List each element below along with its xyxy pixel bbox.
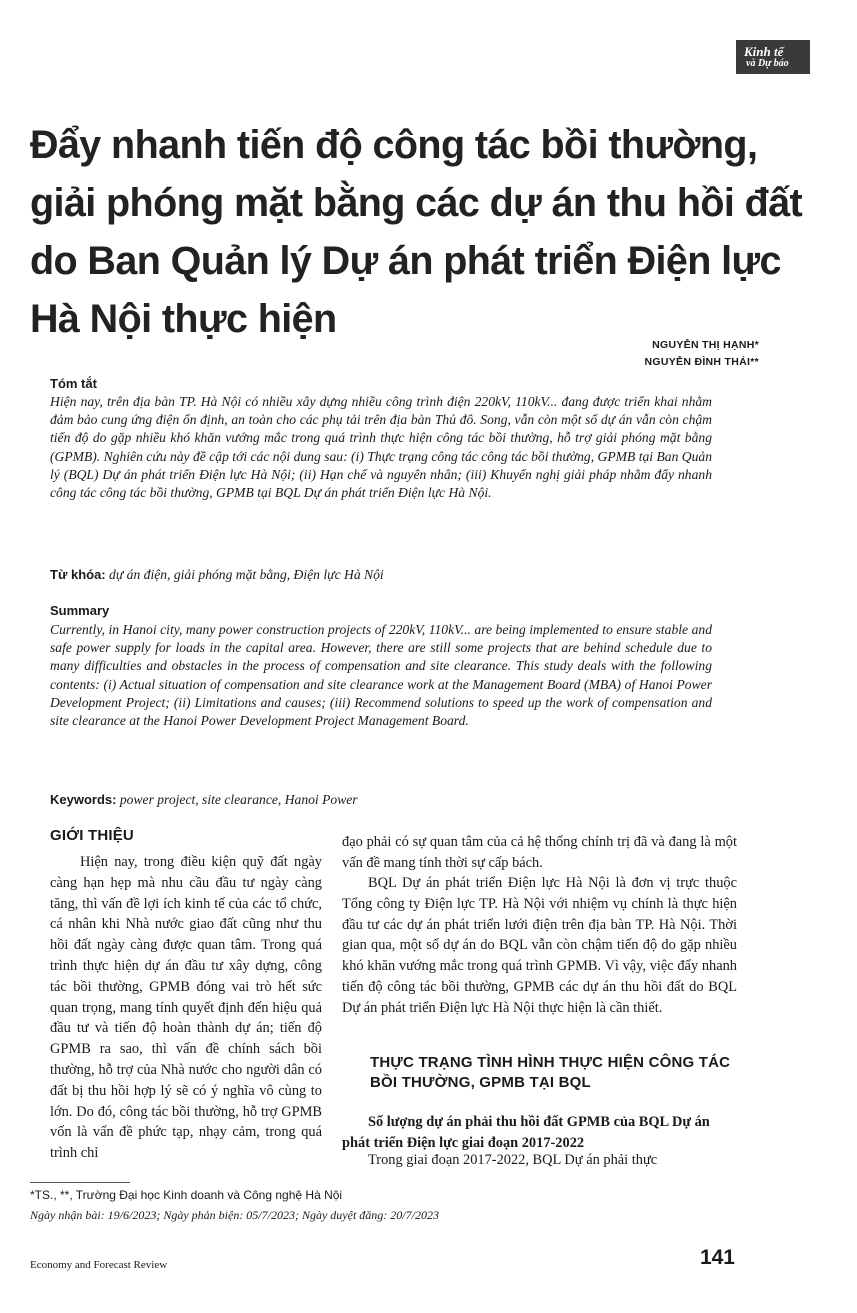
- intro-heading: GIỚI THIỆU: [50, 827, 134, 844]
- keywords-en-text: power project, site clearance, Hanoi Power: [119, 792, 358, 807]
- author-1: NGUYỄN THỊ HẠNH*: [652, 339, 759, 351]
- intro-paragraph: Hiện nay, trong điều kiện quỹ đất ngày càng hạn hẹp mà nhu cầu đầu tư ngày càng tăng, thì vấn đề lợi ích kinh tế của các tổ chức, cá nhân khi Nhà nước giao đất cũng như thu hồi đất ngày càng được quan tâm. Trong quá trình thực hiện dự án đầu tư xây dựng, công tác bồi thường, GPMB đóng vai trò hết sức quan trọng, mang tính quyết định đến hiệu quả đầu tư và tiến độ hoàn thành dự án; tiến độ GPMB ra sao, thì vấn đề chính sách bồi thường, hỗ trợ của Nhà nước cho người dân có đất bị thu hồi hợp lý sẽ có ý nghĩa vô cùng to lớn. Do đó, công tác bồi thường, hỗ trợ GPMB vốn là vấn đề phức tạp, nhạy cảm, trong quá trình chỉ: [50, 854, 322, 1162]
- section-heading: THỰC TRẠNG TÌNH HÌNH THỰC HIỆN CÔNG TÁC BỒI THƯỜNG, GPMB TẠI BQL: [370, 1054, 731, 1091]
- abstract-vi-heading: Tóm tắt: [50, 376, 97, 391]
- right-paragraph-2: BQL Dự án phát triển Điện lực Hà Nội là đơn vị trực thuộc Tổng công ty Điện lực TP. Hà Nội với nhiệm vụ chính là thực hiện đầu tư các dự án phát triển lưới điện trên địa bàn TP. Hà Nội. Thời gian qua, một số dự án do BQL vẫn còn chậm tiến độ do gặp nhiều khó khăn vướng mắc trong quá trình GPMB. Vì vậy, việc đẩy nhanh tiến độ công tác bồi thường, GPMB các dự án thu hồi đất do BQL Dự án phát triển Điện lực Hà Nội thực hiện là cần thiết.: [342, 875, 737, 1016]
- keywords-vi: [50, 567, 384, 583]
- badge-line-1: Kinh tế: [744, 44, 784, 59]
- right-paragraph-3: Trong giai đoạn 2017-2022, BQL Dự án phải thực: [368, 1152, 658, 1168]
- footnote-dates: Ngày nhận bài: 19/6/2023; Ngày phản biện: 05/7/2023; Ngày duyệt đăng: 20/7/2023: [30, 1208, 439, 1222]
- authors: [645, 337, 760, 371]
- abstract-en-text: Currently, in Hanoi city, many power construction projects of 220kV, 110kV... are being implemented to ensure stable and safe power supply for loads in the capital area. However, there are still some projects that are behind schedule due to many difficulties and obstacles in the process of compensation and site clearance. This study deals with the following contents: (i) Actual situation of compensation and site clearance work at the Management Board (MBA) of Hanoi Power Development Project; (ii) Limitations and causes; (iii) Recommend solutions to speed up the work of compensation and site clearance at the Hanoi Power Development Project Management Board.: [50, 622, 712, 729]
- abstract-en-heading: Summary: [50, 603, 110, 618]
- keywords-en-label: Keywords:: [50, 792, 117, 807]
- abstract-vi-text: Hiện nay, trên địa bàn TP. Hà Nội có nhiều xây dựng nhiều công trình điện 220kV, 110kV... đang được triển khai nhằm đảm bảo cung ứng điện ổn định, an toàn cho các phụ tải trên địa bàn Thủ đô. Song, vẫn còn một số dự án vẫn còn chậm tiến độ do gặp nhiều khó khăn vướng mắc trong quá trình thực hiện công tác bồi thường, hỗ trợ giải phóng mặt bằng (GPMB). Nghiên cứu này đề cập tới các nội dung sau: (i) Thực trạng công tác công tác bồi thường, GPMB tại Ban Quản lý (BQL) Dự án phát triển Điện lực Hà Nội; (ii) Hạn chế và nguyên nhân; (iii) Khuyến nghị giải pháp nhằm đẩy nhanh công tác công tác bồi thường, GPMB tại BQL Dự án phát triển Điện lực Hà Nội.: [50, 394, 712, 501]
- footnote-divider: [30, 1182, 130, 1183]
- badge-line-2: và Dự báo: [746, 58, 789, 69]
- subsection-heading: Số lượng dự án phải thu hồi đất GPMB của BQL Dự án phát triển Điện lực giai đoạn 2017-2022: [342, 1114, 710, 1151]
- journal-badge: [736, 40, 810, 74]
- keywords-en: [50, 792, 358, 808]
- footnote-affiliation: *TS., **, Trường Đại học Kinh doanh và Công nghệ Hà Nội: [30, 1188, 343, 1202]
- keywords-vi-label: Từ khóa:: [50, 567, 106, 582]
- right-paragraph-1: đạo phải có sự quan tâm của cả hệ thống chính trị đã và đang là một vấn đề mang tính thời sự cấp bách.: [342, 834, 737, 871]
- article-title: Đẩy nhanh tiến độ công tác bồi thường, giải phóng mặt bằng các dự án thu hồi đất do Ban Quản lý Dự án phát triển Điện lực Hà Nội thực hiện: [30, 123, 803, 341]
- keywords-vi-text: dự án điện, giải phóng mặt bằng, Điện lực Hà Nội: [109, 567, 384, 582]
- page-number: 141: [699, 1246, 735, 1269]
- author-2: NGUYỄN ĐÌNH THÁI**: [644, 356, 759, 368]
- footer-journal: Economy and Forecast Review: [30, 1259, 168, 1271]
